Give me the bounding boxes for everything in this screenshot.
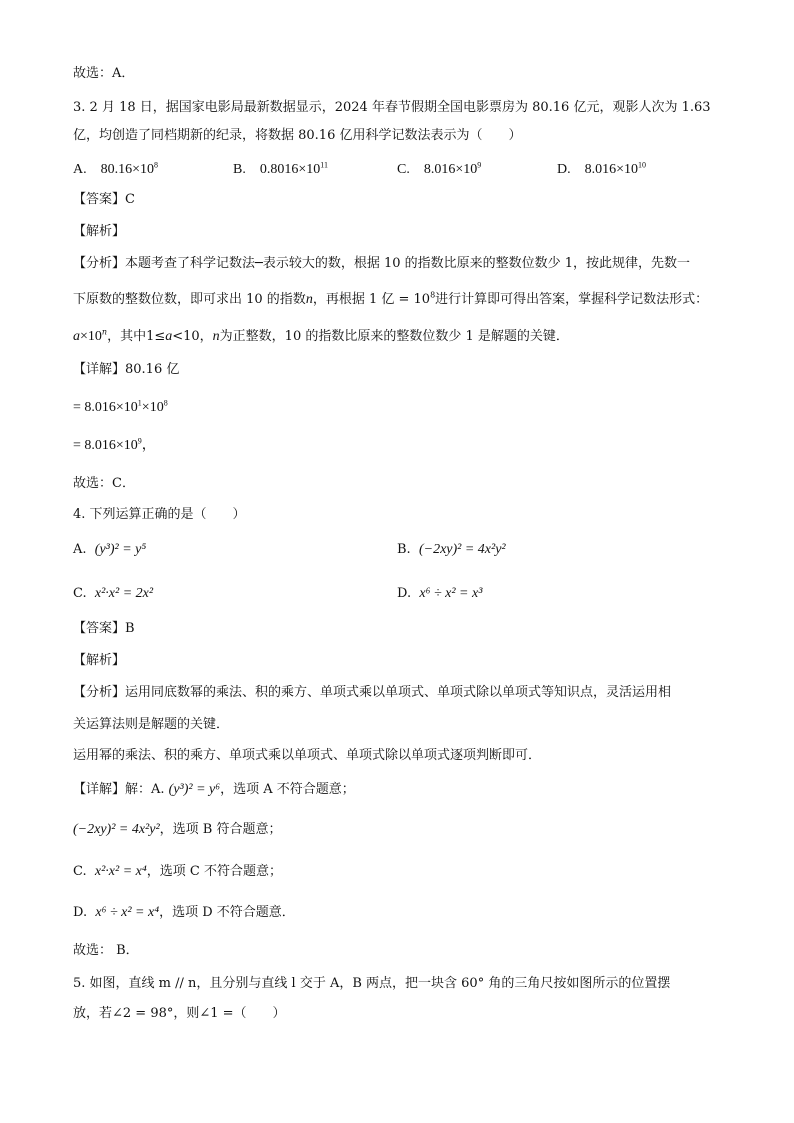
q4-option-d: D. x⁶ ÷ x² = x³	[397, 586, 483, 601]
q4-analysis-line-2: 关运算法则是解题的关键．	[73, 717, 230, 732]
q4-option-b: B. (−2xy)² = 4x²y²	[397, 542, 506, 557]
q3-choice: 故选：C．	[73, 476, 135, 491]
q4-answer: 【答案】B	[73, 621, 135, 636]
q4-choice: 故选： B．	[73, 943, 139, 958]
q3-option-d: D. $8.016\times 10^{10}$	[557, 160, 647, 177]
q3-option-b: B. $0.8016\times 10^{11}$	[233, 160, 328, 177]
q3-option-c: C. $8.016\times 10^9$	[397, 160, 482, 177]
q3-answer: 【答案】C	[73, 192, 135, 207]
q4-stem: 4. 下列运算正确的是（ ）	[73, 507, 246, 522]
q3-detail-heading: 【详解】80.16 亿	[73, 362, 180, 377]
q3-detail-step-1: = $8.016\times 10^1\times 10^8$	[73, 398, 168, 415]
q4-option-c: C. x²·x² = 2x²	[73, 586, 154, 601]
q4-detail-c: C. x²·x² = x⁴，选项 C 不符合题意；	[73, 864, 282, 879]
q4-jiexi-heading: 【解析】	[73, 653, 126, 668]
q3-option-a: A. $80.16\times 10^8$	[73, 160, 159, 177]
q4-detail-d: D. x⁶ ÷ x² = x⁴，选项 D 不符合题意．	[73, 905, 295, 920]
q4-option-a: A. (y³)² = y⁵	[73, 542, 147, 557]
q4-analysis-line-1: 【分析】运用同底数幂的乘法、积的乘方、单项式乘以单项式、单项式除以单项式等知识点，灵活运用相	[73, 685, 672, 700]
q3-jiexi-heading: 【解析】	[73, 224, 126, 239]
q5-stem-line-1: 5. 如图，直线 m // n，且分别与直线 l 交于 A，B 两点，把一块含 60° 角的三角尺按如图所示的位置摆	[73, 976, 671, 991]
q4-detail-b: (−2xy)² = 4x²y²，选项 B 符合题意；	[73, 822, 282, 837]
q3-analysis-line-2: 下原数的整数位数，即可求出 10 的指数n，再根据 1 亿 = $10^8$进行计算即可得出答案，掌握科学记数法形式：	[73, 290, 709, 307]
q4-analysis-line-3: 运用幂的乘法、积的乘方、单项式乘以单项式、单项式除以单项式逐项判断即可．	[73, 748, 542, 763]
q4-detail-a: 【详解】解：A. (y³)² = y⁶，选项 A 不符合题意；	[73, 782, 355, 797]
q3-analysis-line-3: $a\times 10^n$，其中1≤a<10，n为正整数，10 的指数比原来的整数位数少 1 是解题的关键．	[73, 327, 569, 344]
prev-choice-line: 故选：A．	[73, 66, 135, 81]
q3-stem-line-2: 亿，均创造了同档期新的纪录，将数据 80.16 亿用科学记数法表示为（ ）	[73, 128, 522, 143]
q3-stem-line-1: 3. 2 月 18 日，据国家电影局最新数据显示，2024 年春节假期全国电影票房为 80.16 亿元，观影人次为 1.63	[73, 100, 711, 115]
q5-stem-line-2: 放，若∠2 = 98°，则∠1 =（ ）	[73, 1006, 286, 1021]
q3-detail-step-2: = $8.016\times 10^9$，	[73, 436, 156, 453]
q3-analysis-line-1: 【分析】本题考查了科学记数法─表示较大的数，根据 10 的指数比原来的整数位数少 1，按此规律，先数一	[73, 256, 691, 271]
